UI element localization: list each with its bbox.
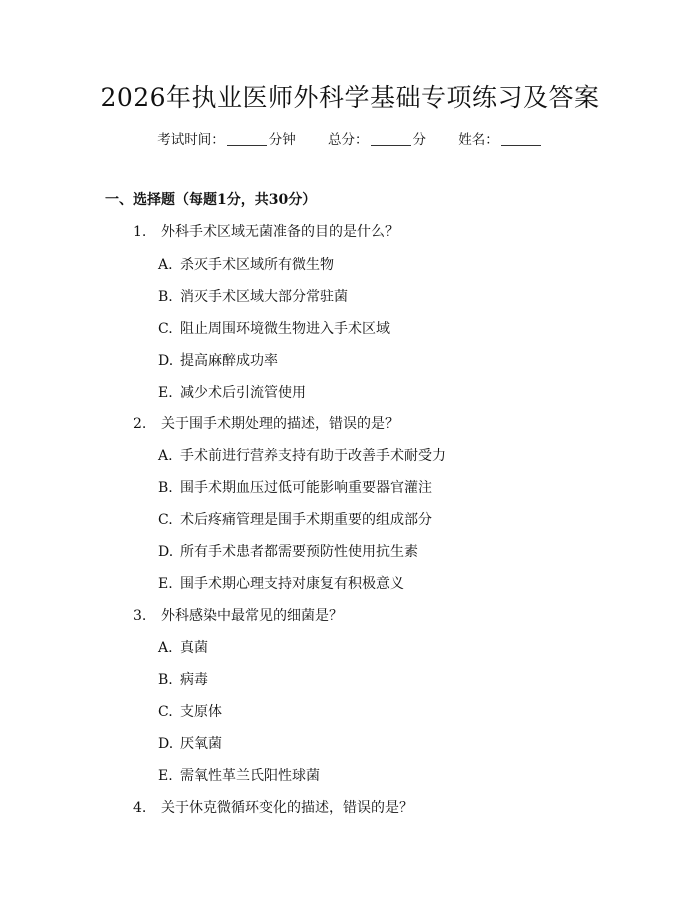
- option-2d: [158, 540, 418, 564]
- exam-meta: [0, 127, 700, 153]
- option-text: 围手术期心理支持对康复有积极意义: [180, 576, 404, 592]
- question-text: 关于休克微循环变化的描述，错误的是？: [161, 800, 413, 816]
- question-number: 1.: [133, 224, 147, 240]
- student-name: [458, 127, 543, 153]
- option-text: 真菌: [180, 640, 208, 656]
- question-number: 2.: [133, 416, 147, 432]
- option-text: 支原体: [180, 704, 222, 720]
- option-letter: D.: [158, 353, 174, 369]
- option-text: 需氧性革兰氏阳性球菌: [180, 768, 320, 784]
- option-letter: D.: [158, 544, 174, 560]
- option-letter: B.: [158, 672, 173, 688]
- option-text: 病毒: [180, 672, 208, 688]
- option-letter: E.: [158, 385, 173, 401]
- option-letter: E.: [158, 768, 173, 784]
- question-1: [133, 220, 399, 244]
- option-2a: [158, 444, 446, 468]
- option-2b: [158, 476, 432, 500]
- option-3a: [158, 636, 208, 660]
- page-title: 2026年执业医师外科学基础专项练习及答案: [100, 83, 600, 112]
- question-text: 外科手术区域无菌准备的目的是什么？: [161, 224, 399, 240]
- option-letter: B.: [158, 480, 173, 496]
- option-1e: [158, 381, 306, 405]
- question-number: 4.: [133, 800, 147, 816]
- exam-time-unit: 分钟: [268, 132, 296, 148]
- question-text: 关于围手术期处理的描述，错误的是？: [161, 416, 399, 432]
- option-letter: C.: [158, 704, 173, 720]
- option-text: 手术前进行营养支持有助于改善手术耐受力: [180, 448, 446, 464]
- student-name-blank: [501, 144, 541, 146]
- option-letter: A.: [158, 448, 173, 464]
- option-1c: [158, 317, 390, 341]
- option-text: 提高麻醉成功率: [180, 353, 278, 369]
- option-text: 所有手术患者都需要预防性使用抗生素: [180, 544, 418, 560]
- exam-time-label: 考试时间：: [157, 132, 225, 148]
- option-letter: B.: [158, 289, 173, 305]
- option-text: 杀灭手术区域所有微生物: [180, 257, 334, 273]
- option-letter: A.: [158, 257, 173, 273]
- option-1d: [158, 349, 278, 373]
- question-3: [133, 604, 343, 628]
- question-text: 外科感染中最常见的细菌是？: [161, 608, 343, 624]
- exam-time-blank: [227, 144, 267, 146]
- student-name-label: 姓名：: [458, 132, 499, 148]
- total-score-blank: [371, 144, 411, 146]
- option-text: 阻止周围环境微生物进入手术区域: [180, 321, 390, 337]
- option-3e: [158, 764, 320, 788]
- section-heading: 一、选择题（每题1分，共30分）: [105, 192, 317, 208]
- option-text: 术后疼痛管理是围手术期重要的组成部分: [180, 512, 432, 528]
- option-letter: C.: [158, 512, 173, 528]
- question-2: [133, 412, 399, 436]
- total-score-unit: 分: [412, 132, 426, 148]
- option-3d: [158, 732, 222, 756]
- option-letter: C.: [158, 321, 173, 337]
- option-2c: [158, 508, 432, 532]
- option-3b: [158, 668, 208, 692]
- option-letter: A.: [158, 640, 173, 656]
- total-score-label: 总分：: [328, 132, 369, 148]
- option-text: 消灭手术区域大部分常驻菌: [180, 289, 348, 305]
- question-4: [133, 796, 413, 820]
- option-letter: D.: [158, 736, 174, 752]
- total-score: [328, 127, 426, 153]
- option-text: 减少术后引流管使用: [180, 385, 306, 401]
- option-3c: [158, 700, 222, 724]
- option-1a: [158, 253, 334, 277]
- question-number: 3.: [133, 608, 147, 624]
- option-text: 围手术期血压过低可能影响重要器官灌注: [180, 480, 432, 496]
- option-1b: [158, 285, 348, 309]
- option-letter: E.: [158, 576, 173, 592]
- exam-time: [157, 127, 296, 153]
- option-text: 厌氧菌: [180, 736, 222, 752]
- option-2e: [158, 572, 404, 596]
